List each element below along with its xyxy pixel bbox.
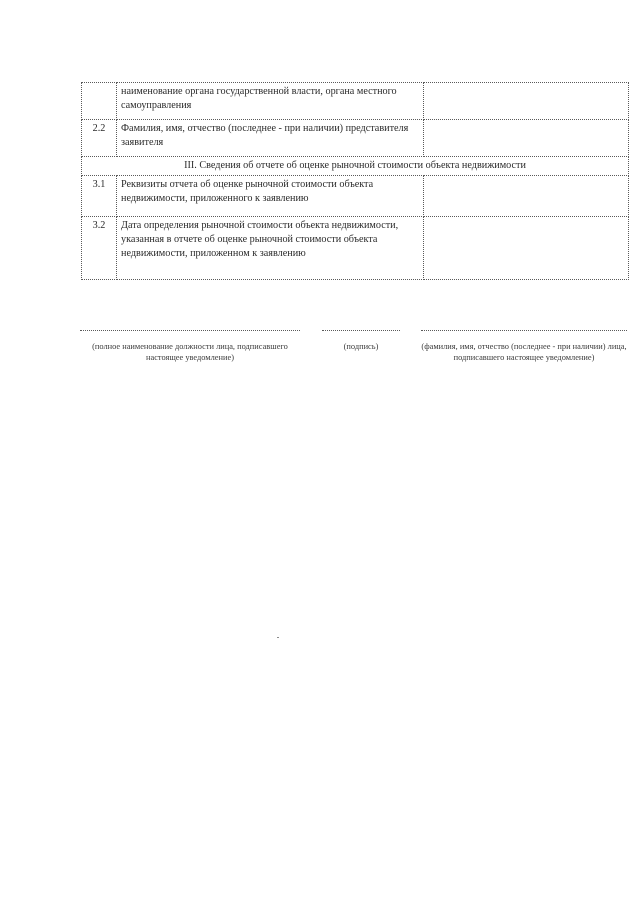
signature-line bbox=[322, 330, 400, 332]
row-description: Реквизиты отчета об оценке рыночной стоимости объекта недвижимости, приложенного к заявлению bbox=[117, 176, 424, 217]
row-number bbox=[82, 83, 117, 120]
row-value bbox=[424, 83, 629, 120]
form-table bbox=[81, 82, 629, 280]
name-caption: (фамилия, имя, отчество (последнее - при наличии) лица, подписавшего настоящее уведомление) bbox=[421, 342, 627, 362]
table-row bbox=[82, 176, 629, 217]
section-title: III. Сведения об отчете об оценке рыночной стоимости объекта недвижимости bbox=[82, 157, 629, 176]
position-caption: (полное наименование должности лица, подписавшего настоящее уведомление) bbox=[92, 342, 288, 362]
row-value bbox=[424, 176, 629, 217]
row-number: 3.2 bbox=[82, 217, 117, 280]
table-row bbox=[82, 120, 629, 157]
table-row bbox=[82, 217, 629, 280]
signature-caption: (подпись) bbox=[343, 342, 379, 351]
position-signature-line bbox=[80, 330, 300, 332]
scan-speck bbox=[277, 637, 279, 638]
row-value bbox=[424, 217, 629, 280]
row-description: Фамилия, имя, отчество (последнее - при наличии) представителя заявителя bbox=[117, 120, 424, 157]
row-number: 2.2 bbox=[82, 120, 117, 157]
row-description: Дата определения рыночной стоимости объекта недвижимости, указанная в отчете об оценке рыночной стоимости объекта недвижимости, приложенном к заявлению bbox=[117, 217, 424, 280]
row-description: наименование органа государственной власти, органа местного самоуправления bbox=[117, 83, 424, 120]
name-signature-line bbox=[421, 330, 627, 332]
section-header-row bbox=[82, 157, 629, 176]
row-number: 3.1 bbox=[82, 176, 117, 217]
row-value bbox=[424, 120, 629, 157]
table-row bbox=[82, 83, 629, 120]
